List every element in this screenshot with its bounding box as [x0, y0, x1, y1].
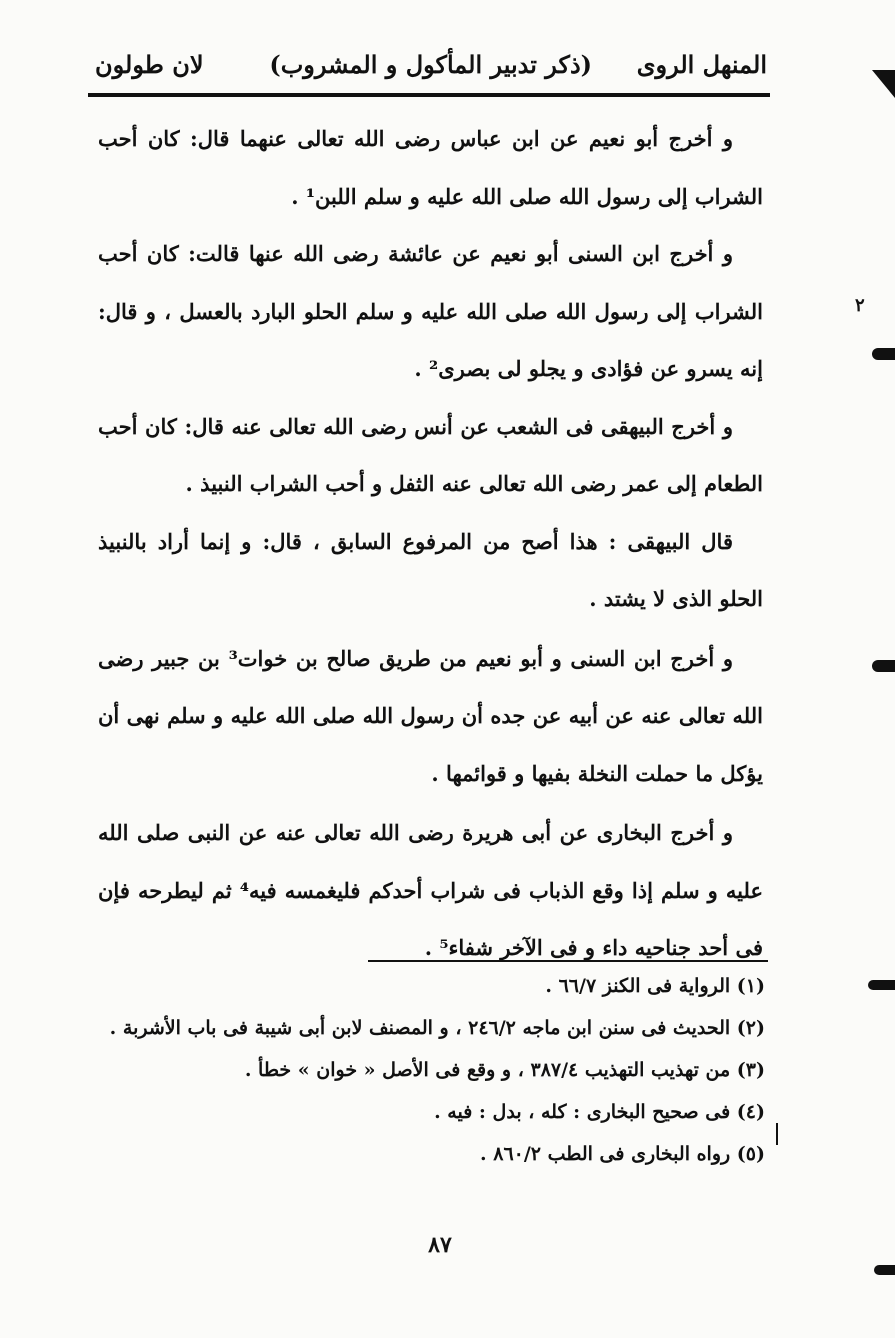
- paragraph: و أخرج أبو نعيم عن ابن عباس رضى الله تعالى عنهما قال: كان أحب الشراب إلى رسول الله صلى الله عليه و سلم اللبن¹ .: [98, 126, 763, 209]
- scan-edge-mark: [776, 1123, 778, 1145]
- running-header: [95, 40, 767, 90]
- header-author: لان طولون: [95, 50, 204, 79]
- footnote-2: (٢) الحديث فى سنن ابن ماجه ٢٤٦/٢ ، و المصنف لابن أبى شيبة فى باب الأشربة .: [109, 1017, 765, 1039]
- paragraph: و أخرج البخارى عن أبى هريرة رضى الله تعالى عنه عن النبى صلى الله عليه و سلم إذا وقع الذباب فى شراب أحدكم فليغمسه فيه⁴ ثم ليطرحه فإن فى أحد جناحيه داء و فى الآخر شفاء⁵ .: [98, 820, 764, 960]
- footnote-5: (٥) رواه البخارى فى الطب ٨٦٠/٢ .: [480, 1143, 765, 1165]
- paragraph: قال البيهقى : هذا أصح من المرفوع السابق ، قال: و إنما أراد بالنبيذ الحلو الذى لا يشتد .: [98, 528, 763, 611]
- scan-edge-mark: [872, 348, 895, 360]
- page-number: ٨٧: [428, 1232, 452, 1258]
- margin-note: ٢: [855, 295, 865, 316]
- paragraph: و أخرج ابن السنى و أبو نعيم من طريق صالح بن خوات³ بن جبير رضى الله تعالى عنه عن أبيه عن جده أن رسول الله صلى الله عليه و سلم نهى أن يؤكل ما حملت النخلة بفيها و قوائمها .: [98, 645, 763, 786]
- header-section-title: (ذكر تدبير المأكول و المشروب): [269, 50, 592, 79]
- scan-edge-mark: [872, 70, 895, 98]
- scan-edge-mark: [868, 980, 895, 990]
- scan-edge-mark: [872, 660, 895, 672]
- scan-edge-mark: [874, 1265, 895, 1275]
- main-text: [98, 110, 763, 977]
- paragraph: و أخرج البيهقى فى الشعب عن أنس رضى الله تعالى عنه قال: كان أحب الطعام إلى عمر رضى الله تعالى عنه الثفل و أحب الشراب النبيذ .: [98, 413, 763, 496]
- footnotes: [100, 965, 765, 1175]
- header-book-title: المنهل الروى: [636, 50, 767, 79]
- footnote-1: (١) الرواية فى الكنز ٦٦/٧ .: [545, 975, 765, 997]
- header-rule: [88, 93, 770, 97]
- footnote-rule: [368, 960, 768, 962]
- footnote-4: (٤) فى صحيح البخارى : كله ، بدل : فيه .: [434, 1101, 765, 1123]
- footnote-3: (٣) من تهذيب التهذيب ٣٨٧/٤ ، و وقع فى الأصل « خوان » خطأ .: [244, 1059, 765, 1081]
- paragraph: و أخرج ابن السنى أبو نعيم عن عائشة رضى الله عنها قالت: كان أحب الشراب إلى رسول الله صلى الله عليه و سلم الحلو البارد بالعسل ، و قال: إنه يسرو عن فؤادى و يجلو لى بصرى² .: [98, 241, 763, 381]
